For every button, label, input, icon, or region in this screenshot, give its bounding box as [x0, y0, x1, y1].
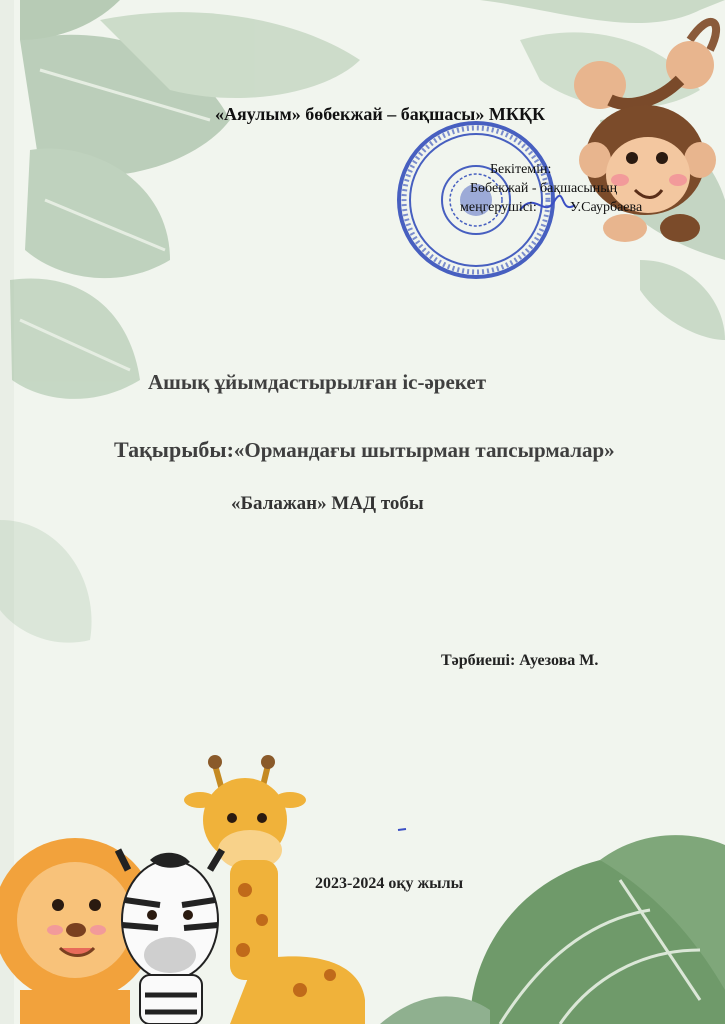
monstera-leaf-icon [0, 520, 92, 643]
approval-block [460, 160, 670, 217]
organization-title: «Аяулым» бөбекжай – бақшасы» МКҚК [215, 104, 546, 124]
approver-name: У.Саурбаева [570, 200, 643, 215]
approval-line: Бекітемін: [490, 162, 552, 177]
monstera-leaf-icon [10, 0, 360, 399]
monstera-leaf-icon [380, 835, 725, 1024]
approval-line [460, 198, 670, 217]
topic-text: «Ормандағы шытырман тапсырмалар» [233, 438, 615, 462]
approval-position: меңгерушісі: [460, 200, 537, 215]
topic-line [114, 437, 615, 463]
group-name: «Балажан» МАД тобы [231, 493, 424, 514]
approval-line: Бөбекжай - бақшасының [470, 181, 618, 196]
teacher-name: Тәрбиеші: Ауезова М. [441, 652, 599, 669]
activity-title: Ашық ұйымдастырылған іс-әрекет [148, 370, 487, 394]
topic-label: Тақырыбы: [114, 437, 234, 462]
blue-mark [398, 829, 406, 830]
academic-year: 2023-2024 оқу жылы [315, 875, 464, 892]
